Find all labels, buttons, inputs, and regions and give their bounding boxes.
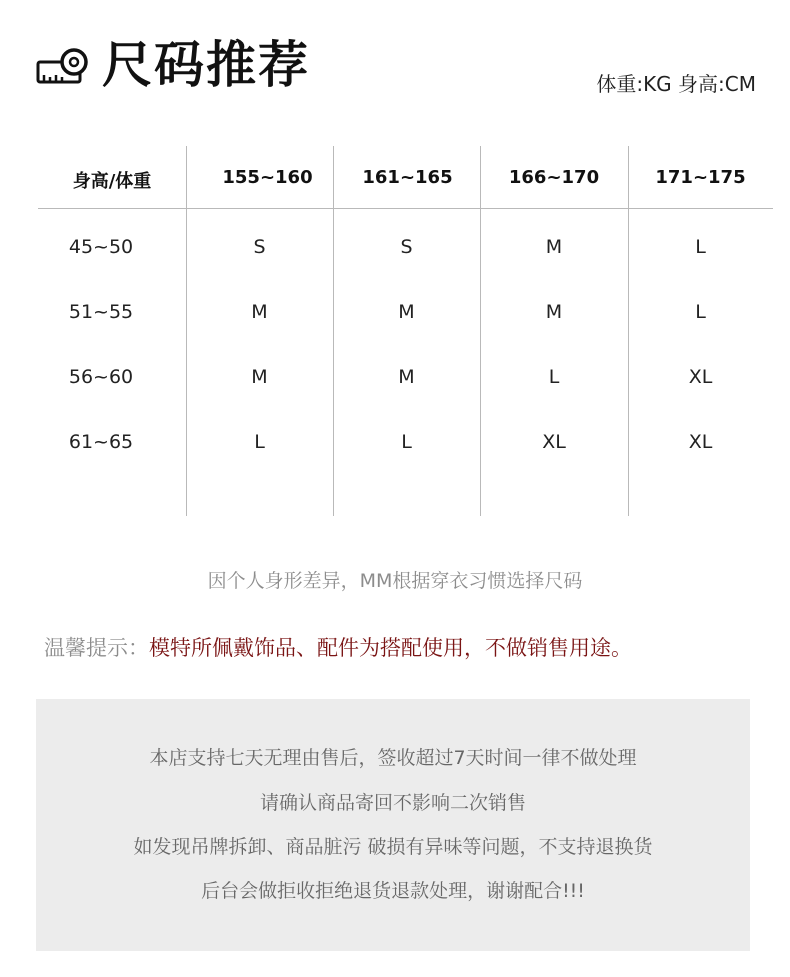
size-cell: L <box>548 366 560 388</box>
size-cell: L <box>254 431 265 453</box>
column-divider <box>333 146 334 516</box>
size-cell: XL <box>688 431 713 453</box>
return-policy-box <box>36 699 750 951</box>
column-header-height: 171~175 <box>655 167 746 188</box>
corner-header: 身高/体重 <box>72 171 152 192</box>
size-cell: S <box>400 236 413 258</box>
tip-notice <box>44 632 632 662</box>
policy-line: 本店支持七天无理由售后，签收超过7天时间一律不做处理 <box>149 747 637 769</box>
size-cell: M <box>545 236 563 258</box>
column-divider <box>628 146 629 516</box>
measuring-tape-icon <box>36 48 90 84</box>
column-header-height: 161~165 <box>362 167 453 188</box>
row-header-weight: 51~55 <box>68 301 134 323</box>
row-header-weight: 61~65 <box>68 431 134 453</box>
size-table <box>38 146 773 516</box>
size-cell: M <box>398 366 415 388</box>
page-header <box>36 30 756 100</box>
size-cell: L <box>695 236 706 258</box>
tip-label: 温馨提示： <box>44 636 149 660</box>
size-cell: M <box>251 366 268 388</box>
page-title: 尺码推荐 <box>102 36 310 94</box>
tip-text: 模特所佩戴饰品、配件为搭配使用，不做销售用途。 <box>149 636 632 660</box>
policy-line: 请确认商品寄回不影响二次销售 <box>259 792 526 814</box>
column-header-height: 166~170 <box>508 167 600 188</box>
size-cell: XL <box>688 366 713 388</box>
header-divider <box>38 208 773 209</box>
unit-note: 体重:KG 身高:CM <box>596 72 756 96</box>
column-divider <box>186 146 187 516</box>
size-cell: M <box>398 301 415 323</box>
policy-line: 如发现吊牌拆卸、商品脏污 破损有异味等问题，不支持退换货 <box>133 836 653 858</box>
size-cell: S <box>253 236 266 258</box>
size-cell: L <box>401 431 412 453</box>
size-cell: M <box>545 301 563 323</box>
size-cell: L <box>695 301 706 323</box>
fit-note: 因个人身形差异，MM根据穿衣习惯选择尺码 <box>207 570 583 592</box>
column-header-height: 155~160 <box>222 167 313 188</box>
policy-line: 后台会做拒收拒绝退货退款处理，谢谢配合!!! <box>201 880 585 902</box>
size-cell: XL <box>542 431 566 453</box>
size-cell: M <box>251 301 268 323</box>
column-divider <box>480 146 481 516</box>
row-header-weight: 56~60 <box>68 366 134 388</box>
row-header-weight: 45~50 <box>68 236 134 258</box>
